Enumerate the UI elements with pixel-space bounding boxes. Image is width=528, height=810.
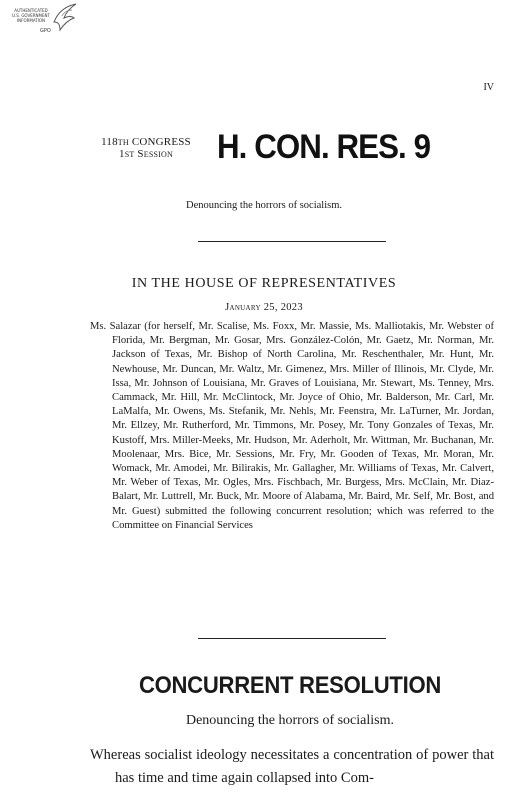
logo-line-2: U.S. GOVERNMENT: [12, 13, 50, 18]
whereas-text: Whereas socialist ideology necessitates a concentration of power that has time and time again collapsed into Com-: [90, 747, 494, 786]
sponsors-text: Ms. Salazar (for herself, Mr. Scalise, Ms. Foxx, Mr. Massie, Ms. Malliotakis, Mr. Webster of Florida, Mr. Bergman, Mr. Gosar, Mrs. González-Colón, Mr. Gaetz, Mr. Norman, Mr. Jackson of Texas, Mr. Bishop of North Carolina, Mr. Reschenthaler, Mr. Hunt, Mr. Newhouse, Mr. Duncan, Mr. Waltz, Mr. Gimenez, Mrs. Miller of Illinois, Mr. Clyde, Mr. Issa, Mr. Johnson of Louisiana, Mr. Graves of Louisiana, Mr. Stewart, Ms. Tenney, Mrs. Cammack, Mr. Hill, Mr. McClintock, Mr. Joyce of Ohio, Mr. Balderson, Mr. Carl, Mr. LaMalfa, Mr. Owens, Ms. Stefanik, Mr. Nehls, Mr. Feenstra, Mr. LaTurner, Mr. Jordan, Mr. Ellzey, Mr. Rutherford, Mr. Timmons, Mr. Posey, Mr. Tony Gonzales of Texas, Mr. Kustoff, Mrs. Miller-Meeks, Mr. Hudson, Mr. Aderholt, Mr. Wittman, Mr. Buchanan, Mr. Moolenaar, Mrs. Bice, Mr. Sessions, Mr. Fry, Mr. Gooden of Texas, Mr. Moran, Mr. Womack, Mr. Amodei, Mr. Bilirakis, Mr. Gallagher, Mr. Williams of Texas, Mr. Calvert, Mr. Weber of Texas, Mr. Ogles, Mrs. Fischbach, Mr. Burgess, Mrs. McClain, Mr. Diaz-Balart, Mr. Luttrell, Mr. Buck, Mr. Moore of Alabama, Mr. Baird, Mr. Self, Mr. Bost, and Mr. Guest) submitted the following concurrent resolution; which was referred to the Committee on Financial Services: [90, 321, 494, 531]
logo-gpo-label: GPO: [40, 28, 51, 34]
bill-version: IV: [483, 82, 494, 93]
short-title-top: Denouncing the horrors of socialism.: [185, 200, 342, 211]
short-title-bottom: Denouncing the horrors of socialism.: [185, 713, 394, 728]
divider-bottom: [198, 638, 386, 639]
congress-session: [84, 136, 208, 160]
sponsors-paragraph: [90, 320, 494, 533]
gpo-authentication-logo: [2, 2, 80, 38]
whereas-clause: [90, 744, 494, 790]
congress-number: 118th CONGRESS: [101, 136, 191, 148]
logo-line-3: INFORMATION: [16, 18, 46, 23]
bill-number: H. CON. RES. 9: [217, 128, 431, 166]
introduction-date: January 25, 2023: [225, 302, 303, 313]
eagle-icon: [50, 2, 78, 32]
chamber-heading: IN THE HOUSE OF REPRESENTATIVES: [131, 276, 397, 291]
logo-line-1: AUTHENTICATED: [14, 8, 48, 13]
divider-top: [198, 241, 386, 242]
session-number: 1st Session: [119, 148, 173, 160]
resolution-heading: CONCURRENT RESOLUTION: [138, 672, 442, 699]
